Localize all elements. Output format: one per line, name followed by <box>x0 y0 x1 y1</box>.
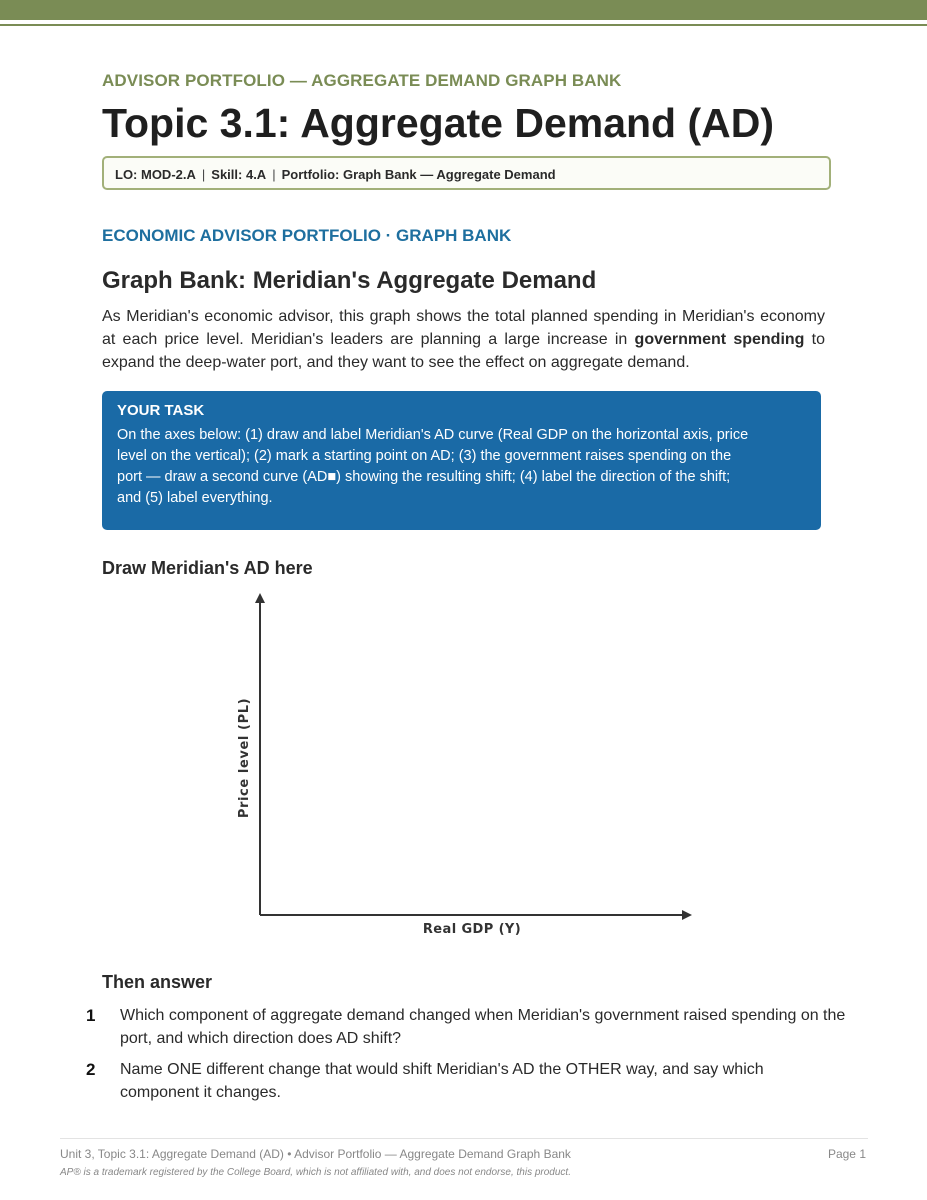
intro-text-end: to expand the deep-water port, and they want to see the effect on aggregate demand. <box>102 331 826 371</box>
question-number: 1 <box>86 1006 96 1025</box>
section-kicker: ECONOMIC ADVISOR PORTFOLIO · GRAPH BANK <box>102 226 512 245</box>
question-text: Name ONE different change that would shift Meridian's AD the OTHER way, and say which component it changes. <box>120 1061 764 1101</box>
page-title: Topic 3.1: Aggregate Demand (AD) <box>102 100 775 146</box>
trademark-note: AP® is a trademark registered by the College Board, which is not affiliated with, and does not endorse, this product. <box>60 1167 571 1178</box>
portfolio-label: Portfolio: Graph Bank — Aggregate Demand <box>281 167 556 182</box>
page-number: Page 1 <box>827 1147 866 1161</box>
top-accent-band <box>0 0 927 20</box>
task-box <box>102 391 821 530</box>
lo-code: LO: MOD-2.A <box>115 167 196 182</box>
section-title: Graph Bank: Meridian's Aggregate Demand <box>102 267 597 294</box>
intro-emphasis: government spending <box>634 331 805 348</box>
separator: | <box>272 167 276 182</box>
y-axis-label: Price level (PL) <box>237 697 252 819</box>
footer-divider <box>60 1138 868 1139</box>
learning-objective-box <box>102 156 831 190</box>
blank-graph-axes[interactable] <box>225 590 705 945</box>
question-item <box>86 1058 846 1104</box>
intro-paragraph <box>102 305 825 374</box>
separator: | <box>201 167 206 182</box>
answer-heading: Then answer <box>102 972 213 992</box>
task-body: On the axes below: (1) draw and label Meridian's AD curve (Real GDP on the horizontal axis, price level on the vertical); (2) mark a starting point on AD; (3) the government raises spending on the port — draw a second curve (AD■) showing the resulting shift; (4) label the direction of the shift; and (5) label everything. <box>117 427 749 506</box>
x-axis-label: Real GDP (Y) <box>422 922 522 937</box>
header-kicker: ADVISOR PORTFOLIO — AGGREGATE DEMAND GRAPH BANK <box>102 71 622 90</box>
question-item <box>86 1004 846 1050</box>
intro-text: As Meridian's economic advisor, this graph shows the total planned spending in Meridian's economy at each price level. Meridian's leaders are planning a large increase in <box>102 308 825 348</box>
question-text: Which component of aggregate demand changed when Meridian's government raised spending on the port, and which direction does AD shift? <box>120 1007 846 1047</box>
top-accent-line <box>0 24 927 26</box>
question-number: 2 <box>86 1060 96 1079</box>
graph-prompt: Draw Meridian's AD here <box>102 558 313 578</box>
task-heading: YOUR TASK <box>117 402 205 419</box>
footer-text: Unit 3, Topic 3.1: Aggregate Demand (AD) • Advisor Portfolio — Aggregate Demand Graph Bank <box>60 1147 571 1161</box>
skill-code: Skill: 4.A <box>211 167 267 182</box>
